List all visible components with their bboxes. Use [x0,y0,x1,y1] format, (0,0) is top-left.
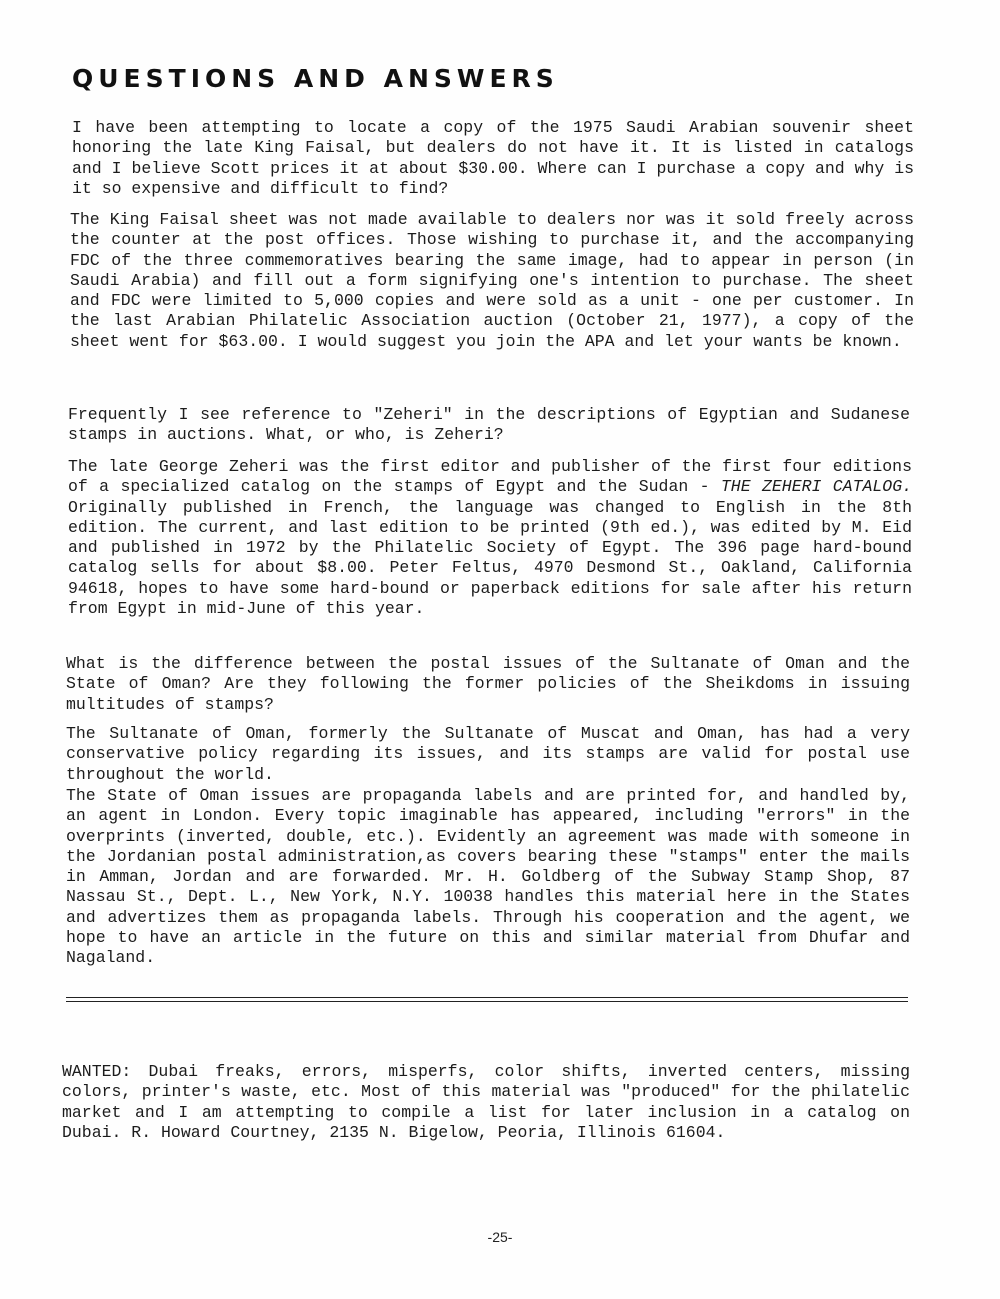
question-1: I have been attempting to locate a copy of the 1975 Saudi Arabian souvenir sheet honoring the late King Faisal, but dealers do not have it. It is listed in catalogs and I believe Scott prices it at about $30.00. Where can I purchase a copy and why is it so expensive and difficult to find? [72,118,914,198]
answer-3-continued: The State of Oman issues are propaganda labels and are printed for, and handled by, an agent in London. Every topic imaginable has appeared, including "errors" in the overprints (inverted, double, etc.). Evidently an agreement was made with someone in the Jordanian postal administration,as covers bearing these "stamps" enter the mails in Amman, Jordan and are forwarded. Mr. H. Goldberg of the Subway Stamp Shop, 87 Nassau St., Dept. L., New York, N.Y. 10038 handles this material here in the States and advertizes them as propaganda labels. Through his cooperation and the agent, we hope to have an article in the future on this and similar material from Dhufar and Nagaland. [66,786,910,968]
answer-3: The Sultanate of Oman, formerly the Sultanate of Muscat and Oman, has had a very conservative policy regarding its issues, and its stamps are valid for postal use throughout the world. [66,724,910,784]
question-3: What is the difference between the postal issues of the Sultanate of Oman and the State of Oman? Are they following the former policies of the Sheikdoms in issuing multitudes of stamps? [66,654,910,714]
answer-1: The King Faisal sheet was not made available to dealers nor was it sold freely across the counter at the post offices. Those wishing to purchase it, and the accompanying FDC of the three commemoratives bearing the same image, had to appear in person (in Saudi Arabia) and fill out a form signifying one's intention to purchase. The sheet and FDC were limited to 5,000 copies and were sold as a unit - one per customer. In the last Arabian Philatelic Association auction (October 21, 1977), a copy of the sheet went for $63.00. I would suggest you join the APA and let your wants be known. [70,210,914,351]
catalog-title: THE ZEHERI CATALOG. [720,477,912,497]
page-number: -25- [487,1229,513,1245]
page-title: QUESTIONS AND ANSWERS [72,64,559,93]
wanted-notice: WANTED: Dubai freaks, errors, misperfs, color shifts, inverted centers, missing colors, printer's waste, etc. Most of this material was "produced" for the philatelic market and I am attempting to compile a list for later inclusion in a catalog on Dubai. R. Howard Courtney, 2135 N. Bigelow, Peoria, Illinois 61604. [62,1062,910,1142]
question-2: Frequently I see reference to "Zeheri" in the descriptions of Egyptian and Sudanese stamps in auctions. What, or who, is Zeheri? [68,405,910,445]
answer-2-text-b: Originally published in French, the language was changed to English in the 8th edition. The current, and last edition to be printed (9th ed.), was edited by M. Eid and published in 1972 by the Philatelic Society of Egypt. The 396 page hard-bound catalog sells for about $8.00. Peter Feltus, 4970 Desmond St., Oakland, California 94618, hopes to have some hard-bound or paperback editions for sale after his return from Egypt in mid-June of this year. [68,497,912,619]
double-rule-separator [66,995,908,1009]
answer-2 [68,457,912,619]
answer-2-text-a: The late George Zeheri was the first editor and publisher of the first four editions of a specialized catalog on the stamps of Egypt and the Sudan - [68,457,912,497]
